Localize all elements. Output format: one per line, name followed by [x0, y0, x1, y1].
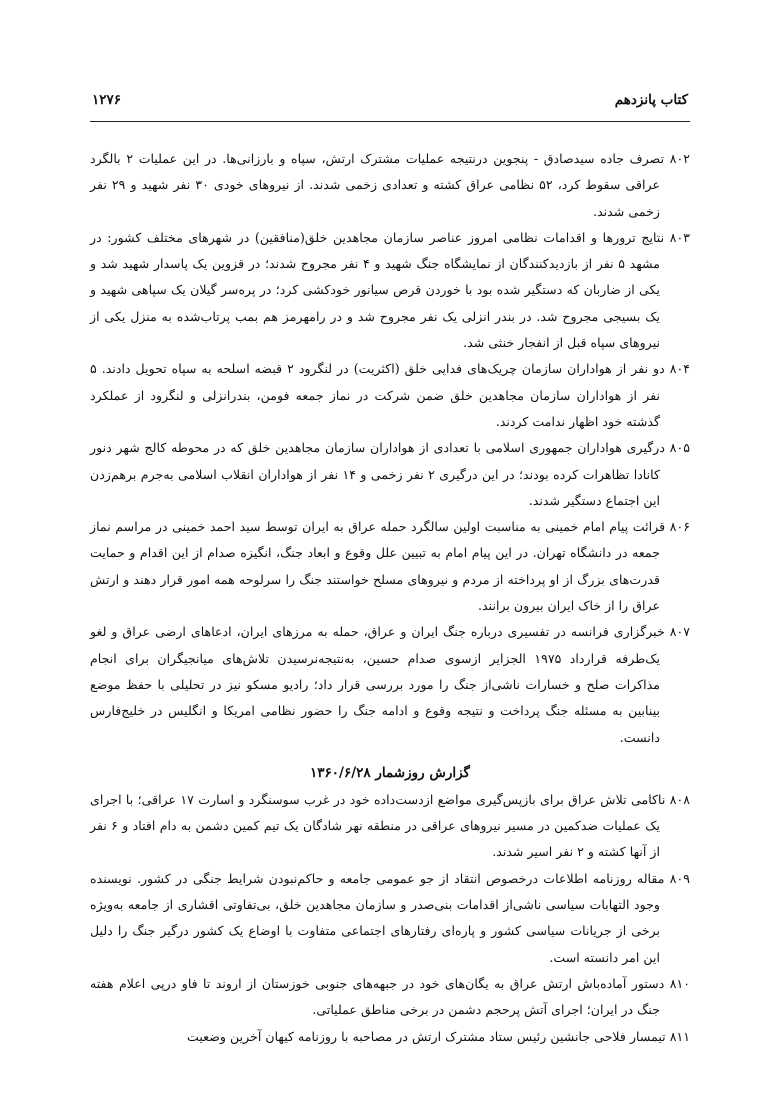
entry-item	[90, 1024, 690, 1050]
page-header	[92, 92, 688, 116]
entry-text: قرائت پیام امام خمینی به مناسبت اولین سالگرد حمله عراق به ایران توسط سید احمد خمینی در مراسم نماز جمعه در دانشگاه تهران. در این پیام امام به تبیین علل وقوع و ابعاد جنگ، انگیزه صدام از این اقدام و حمایت قدرت‌های بزرگ از او پرداخته از مردم و نیروهای مسلح خواستند جنگ را سرلوحه همه امور قرار دهند و ارتش عراق را از خاک ایران بیرون برانند.	[90, 519, 666, 614]
entry-item	[90, 435, 690, 514]
entry-item	[90, 787, 690, 866]
entry-number: ۸۱۰	[669, 975, 690, 991]
entry-number: ۸۰۷	[669, 624, 690, 640]
entry-text: ناکامی تلاش عراق برای بازپس‌گیری مواضع ازدست‌داده خود در غرب سوسنگرد و اسارت ۱۷ عراقی؛ با اجرای یک عملیات ضدکمین در مسیر نیروهای عراقی در منطقه نهر شادگان یک تیم کمین دشمن به دام افتاد و ۶ نفر از آنها کشته و ۲ نفر اسیر شدند.	[90, 791, 666, 860]
entry-number: ۸۰۵	[669, 440, 690, 456]
entries-after-section	[90, 787, 690, 1050]
section-title: گزارش روزشمار ۱۳۶۰/۶/۲۸	[310, 764, 470, 781]
entry-item	[90, 619, 690, 750]
page-number: ۱۲۷۶	[92, 92, 122, 108]
book-title: کتاب پانزدهم	[614, 92, 688, 108]
entry-text: دو نفر از هواداران سازمان چریک‌های فدایی خلق (اکثریت) در لنگرود ۲ قبضه اسلحه به سپاه تحویل دادند. ۵ نفر از هواداران سازمان مجاهدین خلق ضمن شرکت در نماز جمعه فومن، بندرانزلی و لنگرود از عملکرد گذشته خود اظهار ندامت کردند.	[90, 361, 665, 429]
entry-item	[90, 866, 690, 971]
entry-number: ۸۰۴	[669, 361, 690, 377]
entry-text: تیمسار فلاحی جانشین رئیس ستاد مشترک ارتش در مصاحبه با روزنامه کیهان آخرین وضعیت	[186, 1028, 666, 1044]
entry-text: دستور آماده‌باش ارتش عراق به یگان‌های خود در جبهه‌های جنوبی خوزستان از اروند تا فاو درپی اعلام هفته جنگ در ایران؛ اجرای آتش پرحجم دشمن در برخی مناطق عملیاتی.	[90, 975, 665, 1018]
entry-item	[90, 514, 690, 619]
entry-item	[90, 356, 690, 435]
header-divider	[90, 121, 690, 122]
entry-text: مقاله روزنامه اطلاعات درخصوص انتقاد از جو عمومی جامعه و حاکم‌نبودن شرایط جنگی در کشور. نویسنده وجود التهابات سیاسی ناشی‌از اقدامات بنی‌صدر و سازمان مجاهدین خلق، بی‌تفاوتی اقشاری از جامعه به‌ویژه برخی از جریانات سیاسی کشور و پاره‌ای رفتارهای اجتماعی متفاوت با اوضاع یک کشور درگیر جنگ را دلیل این امر دانسته است.	[90, 870, 665, 965]
entry-item	[90, 146, 690, 225]
entry-number: ۸۰۳	[669, 229, 690, 245]
entry-number: ۸۱۱	[669, 1028, 690, 1044]
entry-number: ۸۰۶	[669, 519, 690, 535]
entry-item	[90, 225, 690, 356]
entry-number: ۸۰۹	[669, 870, 690, 886]
entry-number: ۸۰۸	[669, 791, 690, 807]
entries-before-section	[90, 146, 690, 751]
entry-number: ۸۰۲	[669, 151, 691, 166]
page-body	[90, 146, 690, 1050]
entry-item	[90, 971, 690, 1024]
entry-text: تصرف جاده سیدصادق - پنجوین درنتیجه عملیات مشترک ارتش، سپاه و بارزانی‌ها. در این عملیات ۲ بالگرد عراقی سقوط کرد، ۵۲ نظامی عراق کشته و تعدادی زخمی شدند. از نیروهای خودی ۳۰ نفر شهید و ۲۹ نفر زخمی شدند.	[90, 151, 665, 219]
entry-text: درگیری هواداران جمهوری اسلامی با تعدادی از هواداران سازمان مجاهدین خلق که در محوطه کالج شهر دنور کانادا تظاهرات کرده بودند؛ در این درگیری ۲ نفر زخمی و ۱۴ نفر از هواداران انقلاب اسلامی به‌جرم برهم‌زدن این اجتماع دستگیر شدند.	[90, 440, 665, 508]
entry-text: نتایج ترورها و اقدامات نظامی امروز عناصر سازمان مجاهدین خلق(منافقین) در شهرهای مختلف کشور: در مشهد ۵ نفر از بازدیدکنندگان از نمایشگاه جنگ شهید و ۴ نفر مجروح شدند؛ در قزوین یک پاسدار شهید شد و یکی از ضاربان که دستگیر شده بود با خوردن قرص سیانور خودکشی کرد؛ در پره‌سر گیلان یک سپاهی شهید و یک بسیجی مجروح شد. در بندر انزلی یک نفر مجروح شد و در رامهرمز هم بمب پرتاب‌شده به منزل یکی از نیروهای سپاه قبل از انفجار خنثی شد.	[90, 229, 665, 351]
entry-text: خبرگزاری فرانسه در تفسیری درباره جنگ ایران و عراق، حمله به مرزهای ایران، ادعاهای ارضی عراق و لغو یک‌طرفه قرارداد ۱۹۷۵ الجزایر ازسوی صدام حسین، به‌نتیجه‌نرسیدن تلاش‌های میانجیگران برای انجام مذاکرات صلح و خسارات ناشی‌از جنگ را مورد بررسی قرار داد؛ رادیو مسکو نیز در تحلیلی با حفظ موضع بینابین به مسئله جنگ پرداخت و نتیجه وقوع و ادامه جنگ را حضور نظامی امریکا و انگلیس در خلیج‌فارس دانست.	[90, 624, 665, 745]
